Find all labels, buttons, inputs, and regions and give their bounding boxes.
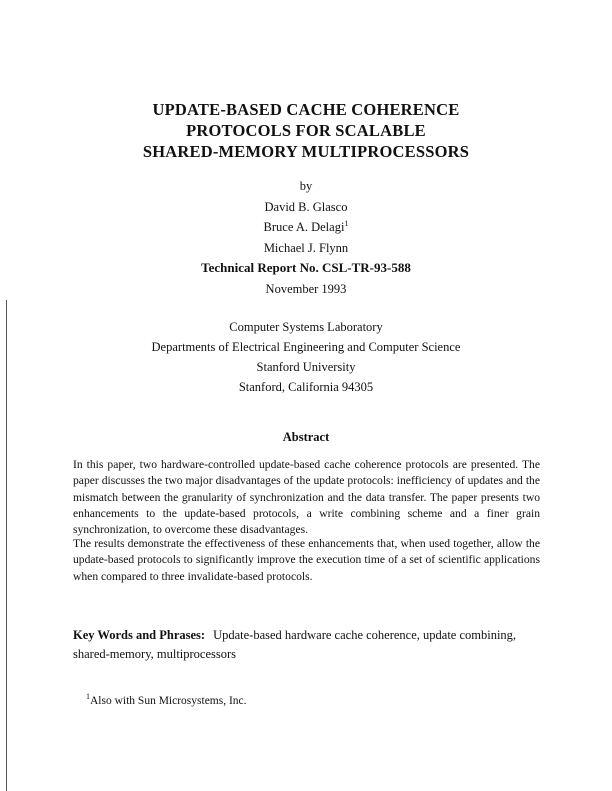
author-1: David B. Glasco [264,199,348,214]
by-label: by [299,179,313,193]
abstract-paragraph-2: The results demonstrate the effectiveness of these enhancements that, when used together, allow the update-based protocols to significantly improve the execution time of a set of scientific applications when compared to three invalidate-based protocols. [73,537,540,583]
footnote-text: Also with Sun Microsystems, Inc. [90,695,247,707]
title-line-1: UPDATE-BASED CACHE COHERENCE [152,100,460,119]
university: Stanford University [256,360,356,374]
title-line-3: SHARED-MEMORY MULTIPROCESSORS [142,142,470,161]
report-date: November 1993 [265,281,347,296]
abstract-heading: Abstract [282,430,330,444]
report-number: Technical Report No. CSL-TR-93-588 [201,260,411,275]
abstract-paragraph-1: In this paper, two hardware-controlled update-based cache coherence protocols are presented. The paper discusses the two major disadvantages of the update protocols: inefficiency of updates and the mismatch between the granularity of synchronization and the data transfer. The paper presents two enhancements to the update-based protocols, a write combining scheme and a finer grain synchronization, to overcome these disadvantages. [73,458,540,537]
paper-title [0,99,612,162]
departments: Departments of Electrical Engineering and Computer Science [151,340,461,354]
keywords-text: Update-based hardware cache coherence, update combining, shared-memory, multiprocessors [73,628,517,661]
keywords-label: Key Words and Phrases: [73,628,206,642]
keywords [73,626,540,664]
lab-name: Computer Systems Laboratory [229,320,383,334]
byline [0,176,612,299]
footnote-mark: 1 [86,692,90,701]
footnote [86,692,247,707]
affiliation [0,317,612,397]
author-2-footnote-mark: 1 [344,219,349,228]
author-3: Michael J. Flynn [263,240,349,255]
location: Stanford, California 94305 [238,380,374,394]
title-line-2: PROTOCOLS FOR SCALABLE [186,121,426,140]
author-2 [0,217,612,238]
author-2-name: Bruce A. Delagi [263,220,345,234]
